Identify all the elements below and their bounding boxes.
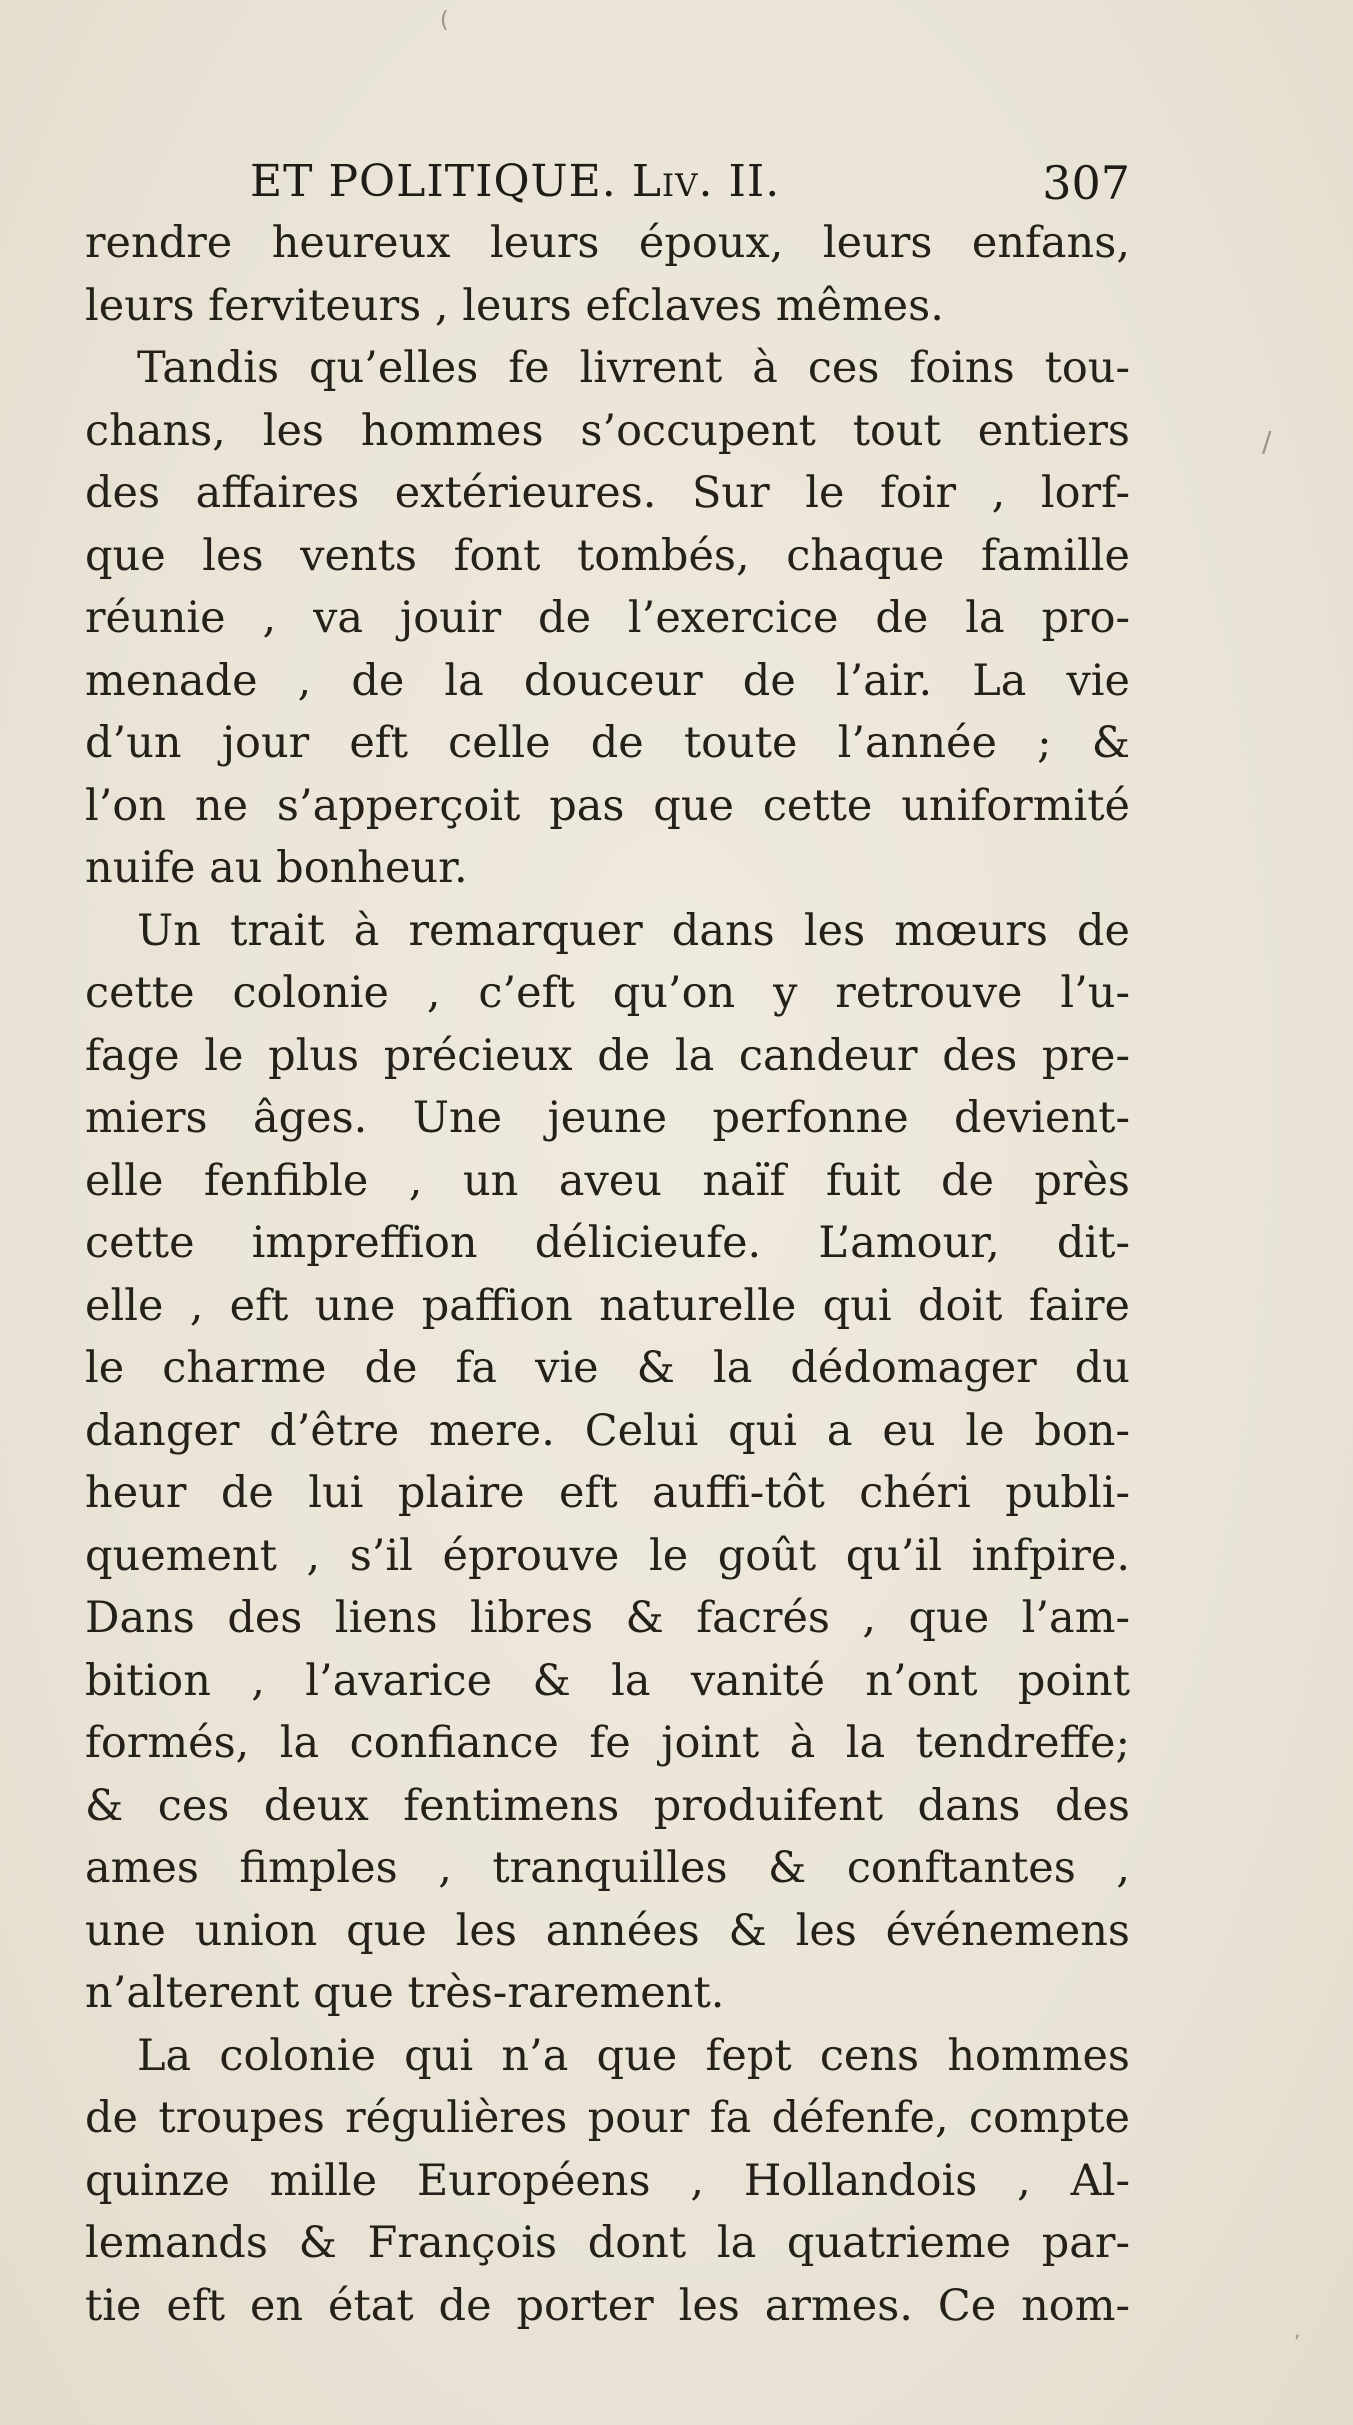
page-number: 307 xyxy=(1042,156,1130,210)
text-line: une union que les années & les événemens xyxy=(85,1905,1130,1956)
text-line: rendre heureux leurs époux, leurs enfans, xyxy=(85,218,1130,268)
text-line: cette colonie , c’eft qu’on y retrouve l’u- xyxy=(85,968,1130,1018)
body-text xyxy=(85,212,1130,2337)
text-line: lemands & François dont la quatrieme par- xyxy=(85,2218,1130,2268)
text-line: réunie , va jouir de l’exercice de la pro- xyxy=(85,593,1130,643)
paper-speck: , xyxy=(1294,2318,1301,2342)
text-line: de troupes régulières pour fa défenfe, compte xyxy=(85,2093,1130,2143)
text-line: tie eft en état de porter les armes. Ce nom- xyxy=(85,2280,1130,2331)
paper-speck: ( xyxy=(440,8,449,33)
text-line: des affaires extérieures. Sur le foir , lorf- xyxy=(85,468,1130,518)
text-line: miers âges. Une jeune perfonne devient- xyxy=(85,1093,1130,1143)
text-line: d’un jour eft celle de toute l’année ; & xyxy=(85,718,1130,768)
text-line: quement , s’il éprouve le goût qu’il infpire. xyxy=(85,1530,1130,1581)
running-title: ET POLITIQUE. Liv. II. xyxy=(250,156,781,207)
text-line: elle , eft une paffion naturelle qui doit faire xyxy=(85,1280,1130,1331)
text-line: quinze mille Européens , Hollandois , Al- xyxy=(85,2155,1130,2206)
text-line: heur de lui plaire eft auffi-tôt chéri publi- xyxy=(85,1468,1130,1518)
text-line: ames fimples , tranquilles & conftantes , xyxy=(85,1843,1130,1893)
text-line: Un trait à remarquer dans les mœurs de xyxy=(137,905,1130,956)
text-line: l’on ne s’apperçoit pas que cette uniformité xyxy=(85,780,1130,831)
text-line: Tandis qu’elles fe livrent à ces foins tou- xyxy=(137,343,1130,393)
text-line: chans, les hommes s’occupent tout entiers xyxy=(85,405,1130,456)
text-line: bition , l’avarice & la vanité n’ont point xyxy=(85,1655,1130,1706)
text-line: cette impreffion délicieufe. L’amour, dit- xyxy=(85,1218,1130,1268)
text-line: n’alterent que très-rarement. xyxy=(85,1968,725,2018)
text-line: La colonie qui n’a que fept cens hommes xyxy=(137,2030,1130,2081)
text-line: Dans des liens libres & facrés , que l’am- xyxy=(85,1593,1130,1643)
paper-speck: / xyxy=(1262,425,1272,458)
text-line: nuife au bonheur. xyxy=(85,843,468,893)
text-line: & ces deux fentimens produifent dans des xyxy=(85,1780,1130,1831)
text-line: danger d’être mere. Celui qui a eu le bon- xyxy=(85,1405,1130,1456)
page-header xyxy=(250,156,1130,216)
text-line: fage le plus précieux de la candeur des pre- xyxy=(85,1030,1130,1081)
text-line: menade , de la douceur de l’air. La vie xyxy=(85,655,1130,706)
text-line: que les vents font tombés, chaque famille xyxy=(85,530,1130,581)
text-line: elle fenfible , un aveu naïf fuit de près xyxy=(85,1155,1130,1206)
text-line: le charme de fa vie & la dédomager du xyxy=(85,1343,1130,1393)
text-line: formés, la confiance fe joint à la tendreffe; xyxy=(85,1718,1130,1768)
text-line: leurs ferviteurs , leurs efclaves mêmes. xyxy=(85,280,944,331)
